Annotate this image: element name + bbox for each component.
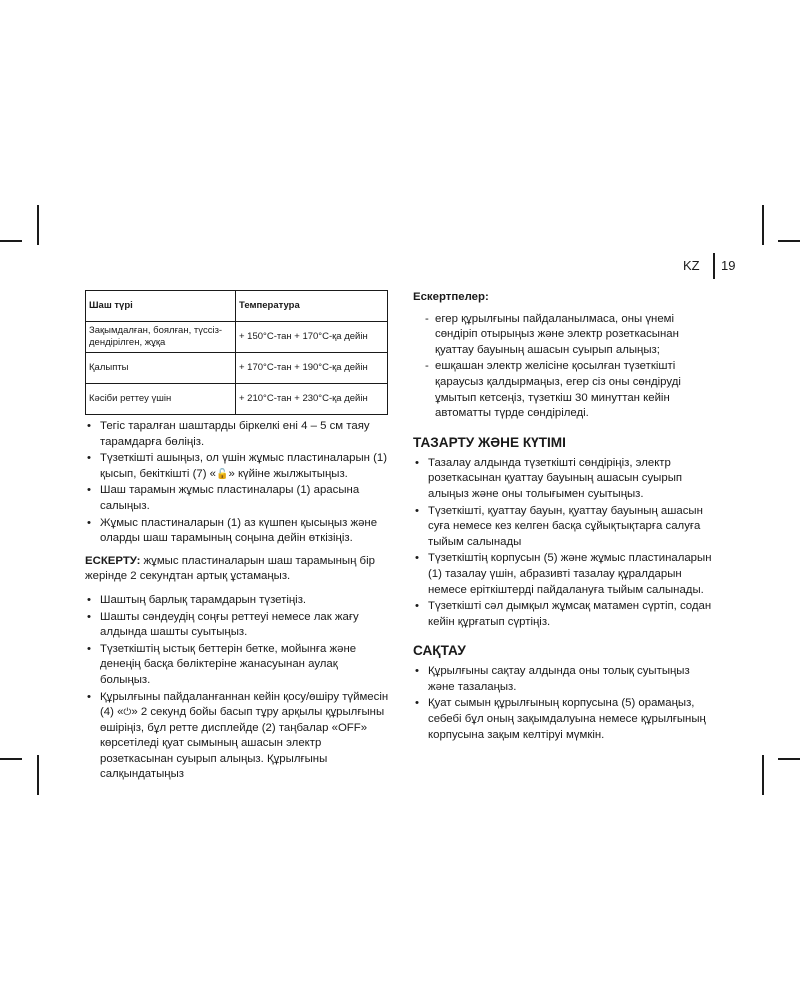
table-row: [86, 384, 388, 415]
crop-mark: [778, 758, 800, 760]
table-cell: + 210°C-тан + 230°C-қа дейін: [236, 384, 388, 415]
list-item: • Жұмыс пластиналарын (1) аз күшпен қысыңыз және оларды шаш тарамының соңына дейін өткізіңіз.: [85, 516, 389, 547]
list-item: • Шаш тарамын жұмыс пластиналары (1) арасына салыңыз.: [85, 483, 389, 514]
left-column: [85, 290, 389, 784]
list-item: • Түзеткішті сәл дымқыл жұмсақ матамен сүртіп, содан кейін құрғатып сүртіңіз.: [413, 599, 713, 630]
list-item: • Тазалау алдында түзеткішті сөндіріңіз, электр розеткасынан қуаттау бауының ашасын суырып алыңыз және оны толығымен суытыңыз.: [413, 456, 713, 503]
cleaning-list: [413, 456, 713, 631]
note-label: ЕСКЕРТУ:: [85, 554, 141, 567]
crop-mark: [37, 205, 39, 245]
hair-temperature-table: [85, 290, 388, 415]
crop-mark: [762, 755, 764, 795]
finishing-steps-list: [85, 593, 389, 783]
list-item: • Қуат сымын құрылғының корпусына (5) орамаңыз, себебі бұл оның зақымдалуына немесе құрылғының корпусына зақым келтіруі мүмкін.: [413, 696, 713, 743]
power-icon: ⏻: [123, 707, 132, 719]
table-cell: + 170°C-тан + 190°C-қа дейін: [236, 353, 388, 384]
list-item: • Тегіс таралған шаштарды біркелкі ені 4 – 5 см таяу тарамдарға бөліңіз.: [85, 419, 389, 450]
cleaning-heading: ТАЗАРТУ ЖӘНЕ КҮТІМІ: [413, 434, 566, 450]
crop-mark: [778, 240, 800, 242]
list-item: - ешқашан электр желісіне қосылған түзеткішті қараусыз қалдырмаңыз, егер сіз оны сөндіруді ұмытып кетсеңіз, түзеткіш 30 минуттан кейін автоматты түрде сөндіріледі.: [413, 359, 713, 421]
page-divider: [713, 253, 715, 279]
table-row: [86, 322, 388, 353]
crop-mark: [0, 240, 22, 242]
list-item: • Шаштың барлық тарамдарын түзетіңіз.: [85, 593, 389, 609]
list-item: • Құрылғыны пайдаланғаннан кейін қосу/өшіру түймесін (4) «⏻» 2 секунд бойы басып тұру арқылы құрылғыны өшіріңіз, бұл ретте дисплейде (2) таңбалар «OFF» көрсетіледі қуат сымының ашасын электр розеткасынан суырып алыңыз. Құрылғыны салқындатыңыз: [85, 690, 389, 784]
list-item: • Түзеткіштің корпусын (5) және жұмыс пластиналарын (1) тазалау үшін, абразивті тазалау құралдарын немесе еріткіштерді пайдалануға тыйым салынады.: [413, 551, 713, 598]
usage-steps-list: [85, 419, 389, 547]
list-item: • Түзеткішті ашыңыз, ол үшін жұмыс пластиналарын (1) қысып, бекіткішті (7) «🔓» күйіне жылжытыңыз.: [85, 451, 389, 482]
right-column: [413, 290, 713, 744]
list-item: • Шашты сәндеудің соңғы реттеуі немесе лак жағу алдында шашты суытыңыз.: [85, 610, 389, 641]
storage-heading: САҚТАУ: [413, 643, 466, 659]
note-paragraph: [85, 554, 389, 585]
unlock-icon: 🔓: [216, 468, 229, 480]
note-text: жұмыс пластиналарын шаш тарамының бір жерінде 2 секундтан артық ұстамаңыз.: [85, 554, 375, 583]
list-item: • Түзеткіштің ыстық беттерін бетке, мойынға және денеңің басқа бөліктеріне жанасуынан аулақ болыңыз.: [85, 642, 389, 689]
warnings-list: [413, 312, 713, 422]
list-item: - егер құрылғыны пайдаланылмаса, оны үнемі сөндіріп отырыңыз және электр розеткасынан қуаттау бауының ашасын суырып алыңыз;: [413, 312, 713, 359]
list-item: • Құрылғыны сақтау алдында оны толық суытыңыз және тазалаңыз.: [413, 664, 713, 695]
table-header-row: [86, 291, 388, 322]
table-cell: Зақымдалған, боялған, түссіз-дендірілген, жұқа: [86, 322, 236, 353]
table-cell: Қалыпты: [86, 353, 236, 384]
language-code: KZ: [683, 258, 700, 273]
crop-mark: [37, 755, 39, 795]
page-number: 19: [721, 258, 736, 273]
table-row: [86, 353, 388, 384]
table-header-cell: Шаш түрі: [86, 291, 236, 322]
table-cell: + 150°C-тан + 170°C-қа дейін: [236, 322, 388, 353]
storage-list: [413, 664, 713, 743]
table-cell: Кәсіби реттеу үшін: [86, 384, 236, 415]
crop-mark: [0, 758, 22, 760]
crop-mark: [762, 205, 764, 245]
table-header-cell: Температура: [236, 291, 388, 322]
list-item: • Түзеткішті, қуаттау бауын, қуаттау бауының ашасын суға немесе кез келген басқа сұйықтықтарға салуға тыйым салынады: [413, 504, 713, 551]
warnings-title: Ескертпелер:: [413, 291, 489, 303]
